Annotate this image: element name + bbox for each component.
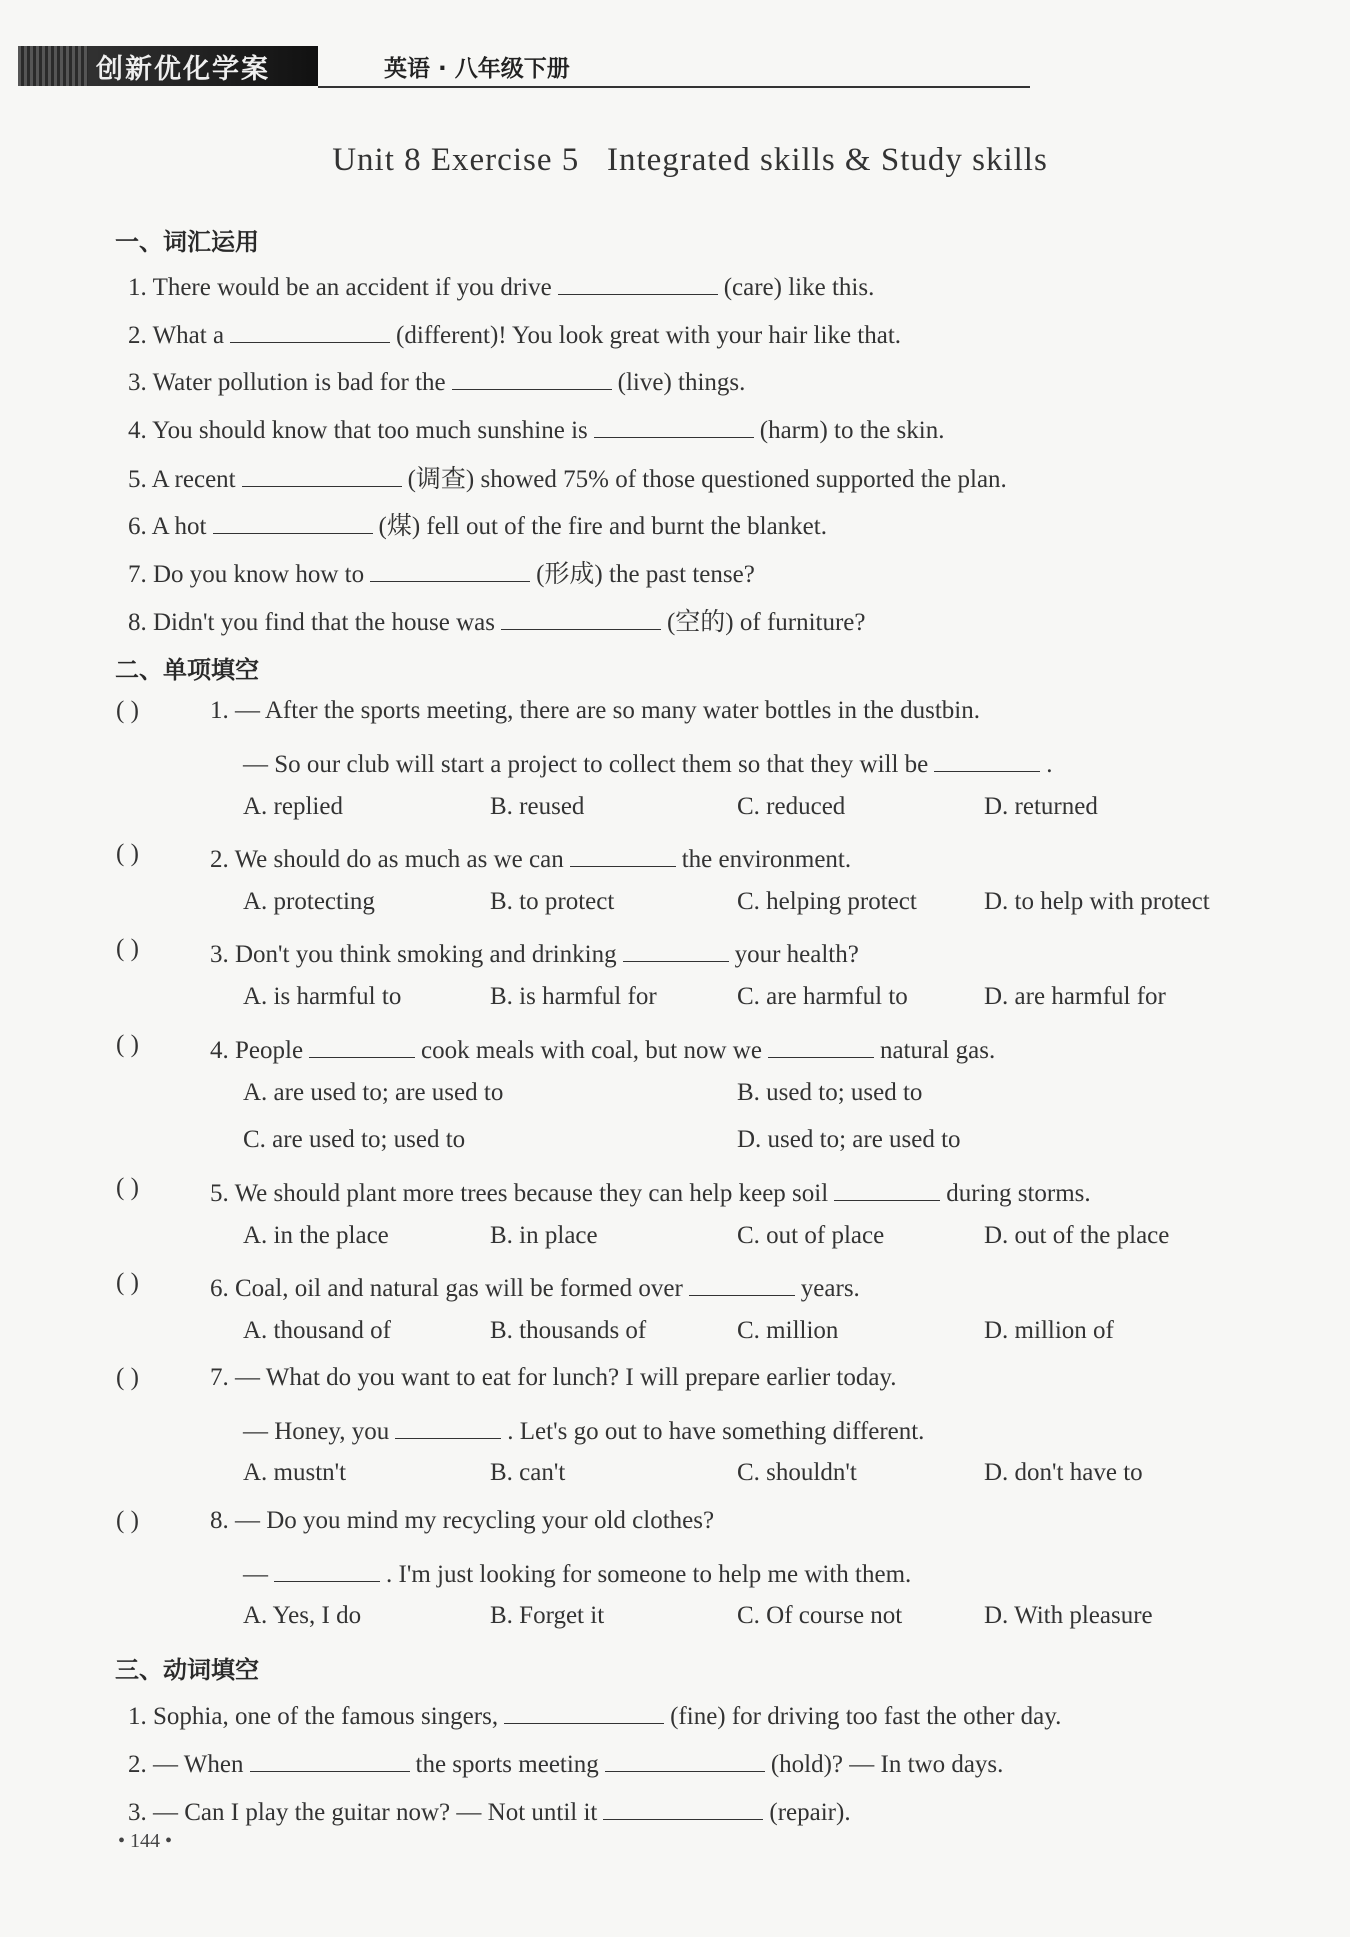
answer-blank[interactable] <box>605 1745 765 1772</box>
vocab-item-1: 1. There would be an accident if you drive (care) like this. <box>128 268 874 302</box>
mc-question-4: 4. People cook meals with coal, but now we natural gas. <box>210 1031 995 1065</box>
section-heading-verb-fill: 三、动词填空 <box>115 1656 259 1684</box>
option-c[interactable]: C. million <box>737 1317 839 1344</box>
answer-blank[interactable] <box>395 1412 501 1439</box>
verb-item-1: 1. Sophia, one of the famous singers, (fine) for driving too fast the other day. <box>128 1697 1061 1731</box>
page-title: Unit 8 Exercise 5 Integrated skills & Study skills <box>332 142 1048 178</box>
mc-question-7: 7. — What do you want to eat for lunch? I will prepare earlier today. <box>210 1364 897 1391</box>
option-d[interactable]: D. to help with protect <box>984 888 1210 915</box>
option-c[interactable]: C. are harmful to <box>737 983 908 1010</box>
mc-question-7-line-2: — Honey, you . Let's go out to have something different. <box>243 1412 924 1446</box>
option-c[interactable]: C. helping protect <box>737 888 917 915</box>
section-heading-multiple-choice: 二、单项填空 <box>115 656 259 684</box>
option-d[interactable]: D. out of the place <box>984 1222 1170 1249</box>
option-c[interactable]: C. out of place <box>737 1222 885 1249</box>
answer-blank[interactable] <box>603 1793 763 1820</box>
mc-question-8-line-2: — . I'm just looking for someone to help me with them. <box>243 1555 911 1589</box>
option-c[interactable]: C. Of course not <box>737 1602 903 1629</box>
option-a[interactable]: A. is harmful to <box>243 983 402 1010</box>
option-a[interactable]: A. protecting <box>243 888 375 915</box>
answer-blank[interactable] <box>250 1745 410 1772</box>
vocab-item-7: 7. Do you know how to (形成) the past tense? <box>128 554 755 590</box>
answer-blank[interactable] <box>213 507 373 534</box>
mc-question-8: 8. — Do you mind my recycling your old clothes? <box>210 1507 715 1534</box>
option-b[interactable]: B. in place <box>490 1222 598 1249</box>
answer-blank[interactable] <box>768 1031 874 1058</box>
vocab-item-3: 3. Water pollution is bad for the (live) things. <box>128 363 745 397</box>
mc-question-2: 2. We should do as much as we can the environment. <box>210 840 851 874</box>
section-heading-vocabulary: 一、词汇运用 <box>115 228 259 256</box>
answer-blank[interactable] <box>230 316 390 343</box>
answer-paren[interactable]: ( ) <box>116 1031 139 1058</box>
answer-paren[interactable]: ( ) <box>116 697 139 724</box>
answer-paren[interactable]: ( ) <box>116 935 139 962</box>
option-a[interactable]: A. are used to; are used to <box>243 1079 504 1106</box>
verb-item-2: 2. — When the sports meeting (hold)? — In two days. <box>128 1745 1003 1779</box>
page-number: • 144 • <box>118 1830 173 1852</box>
option-d[interactable]: D. used to; are used to <box>737 1126 961 1153</box>
answer-paren[interactable]: ( ) <box>116 1269 139 1296</box>
vocab-item-5: 5. A recent (调查) showed 75% of those questioned supported the plan. <box>128 459 1007 495</box>
option-b[interactable]: B. reused <box>490 793 585 820</box>
option-d[interactable]: D. returned <box>984 793 1098 820</box>
brand-title: 创新优化学案 <box>96 53 270 85</box>
answer-blank[interactable] <box>452 363 612 390</box>
answer-paren[interactable]: ( ) <box>116 1507 139 1534</box>
answer-blank[interactable] <box>504 1697 664 1724</box>
answer-blank[interactable] <box>242 460 402 487</box>
subject-label: 英语 · 八年级下册 <box>384 56 570 82</box>
answer-paren[interactable]: ( ) <box>116 1364 139 1391</box>
answer-blank[interactable] <box>309 1031 415 1058</box>
option-b[interactable]: B. can't <box>490 1459 566 1486</box>
option-a[interactable]: A. mustn't <box>243 1459 347 1486</box>
option-c[interactable]: C. are used to; used to <box>243 1126 466 1153</box>
option-d[interactable]: D. don't have to <box>984 1459 1143 1486</box>
mc-question-3: 3. Don't you think smoking and drinking your health? <box>210 935 859 969</box>
brand-stripe-decoration <box>18 46 88 86</box>
vocab-item-2: 2. What a (different)! You look great with your hair like that. <box>128 316 901 350</box>
verb-item-3: 3. — Can I play the guitar now? — Not until it (repair). <box>128 1793 851 1827</box>
vocab-item-8: 8. Didn't you find that the house was (空的) of furniture? <box>128 602 866 638</box>
option-d[interactable]: D. are harmful for <box>984 983 1166 1010</box>
answer-blank[interactable] <box>934 745 1040 772</box>
answer-blank[interactable] <box>570 840 676 867</box>
option-a[interactable]: A. in the place <box>243 1222 389 1249</box>
option-d[interactable]: D. With pleasure <box>984 1602 1153 1629</box>
option-b[interactable]: B. to protect <box>490 888 615 915</box>
answer-paren[interactable]: ( ) <box>116 840 139 867</box>
mc-question-1-line-2: — So our club will start a project to collect them so that they will be . <box>243 745 1053 779</box>
vocab-item-6: 6. A hot (煤) fell out of the fire and burnt the blanket. <box>128 506 827 542</box>
answer-blank[interactable] <box>274 1555 380 1582</box>
option-b[interactable]: B. thousands of <box>490 1317 647 1344</box>
answer-blank[interactable] <box>689 1269 795 1296</box>
option-c[interactable]: C. reduced <box>737 793 846 820</box>
option-d[interactable]: D. million of <box>984 1317 1114 1344</box>
page-header <box>18 46 1030 90</box>
brand-banner <box>18 46 318 86</box>
option-b[interactable]: B. used to; used to <box>737 1079 923 1106</box>
answer-paren[interactable]: ( ) <box>116 1174 139 1201</box>
mc-question-1: 1. — After the sports meeting, there are so many water bottles in the dustbin. <box>210 697 980 724</box>
header-rule <box>318 86 1030 88</box>
mc-question-5: 5. We should plant more trees because they can help keep soil during storms. <box>210 1174 1091 1208</box>
mc-question-6: 6. Coal, oil and natural gas will be formed over years. <box>210 1269 860 1303</box>
answer-blank[interactable] <box>558 268 718 295</box>
answer-blank[interactable] <box>501 603 661 630</box>
answer-blank[interactable] <box>834 1174 940 1201</box>
option-a[interactable]: A. Yes, I do <box>243 1602 362 1629</box>
option-b[interactable]: B. Forget it <box>490 1602 605 1629</box>
option-a[interactable]: A. thousand of <box>243 1317 391 1344</box>
option-a[interactable]: A. replied <box>243 793 343 820</box>
option-c[interactable]: C. shouldn't <box>737 1459 857 1486</box>
vocab-item-4: 4. You should know that too much sunshine is (harm) to the skin. <box>128 411 944 445</box>
answer-blank[interactable] <box>594 411 754 438</box>
answer-blank[interactable] <box>623 935 729 962</box>
option-b[interactable]: B. is harmful for <box>490 983 657 1010</box>
answer-blank[interactable] <box>370 555 530 582</box>
